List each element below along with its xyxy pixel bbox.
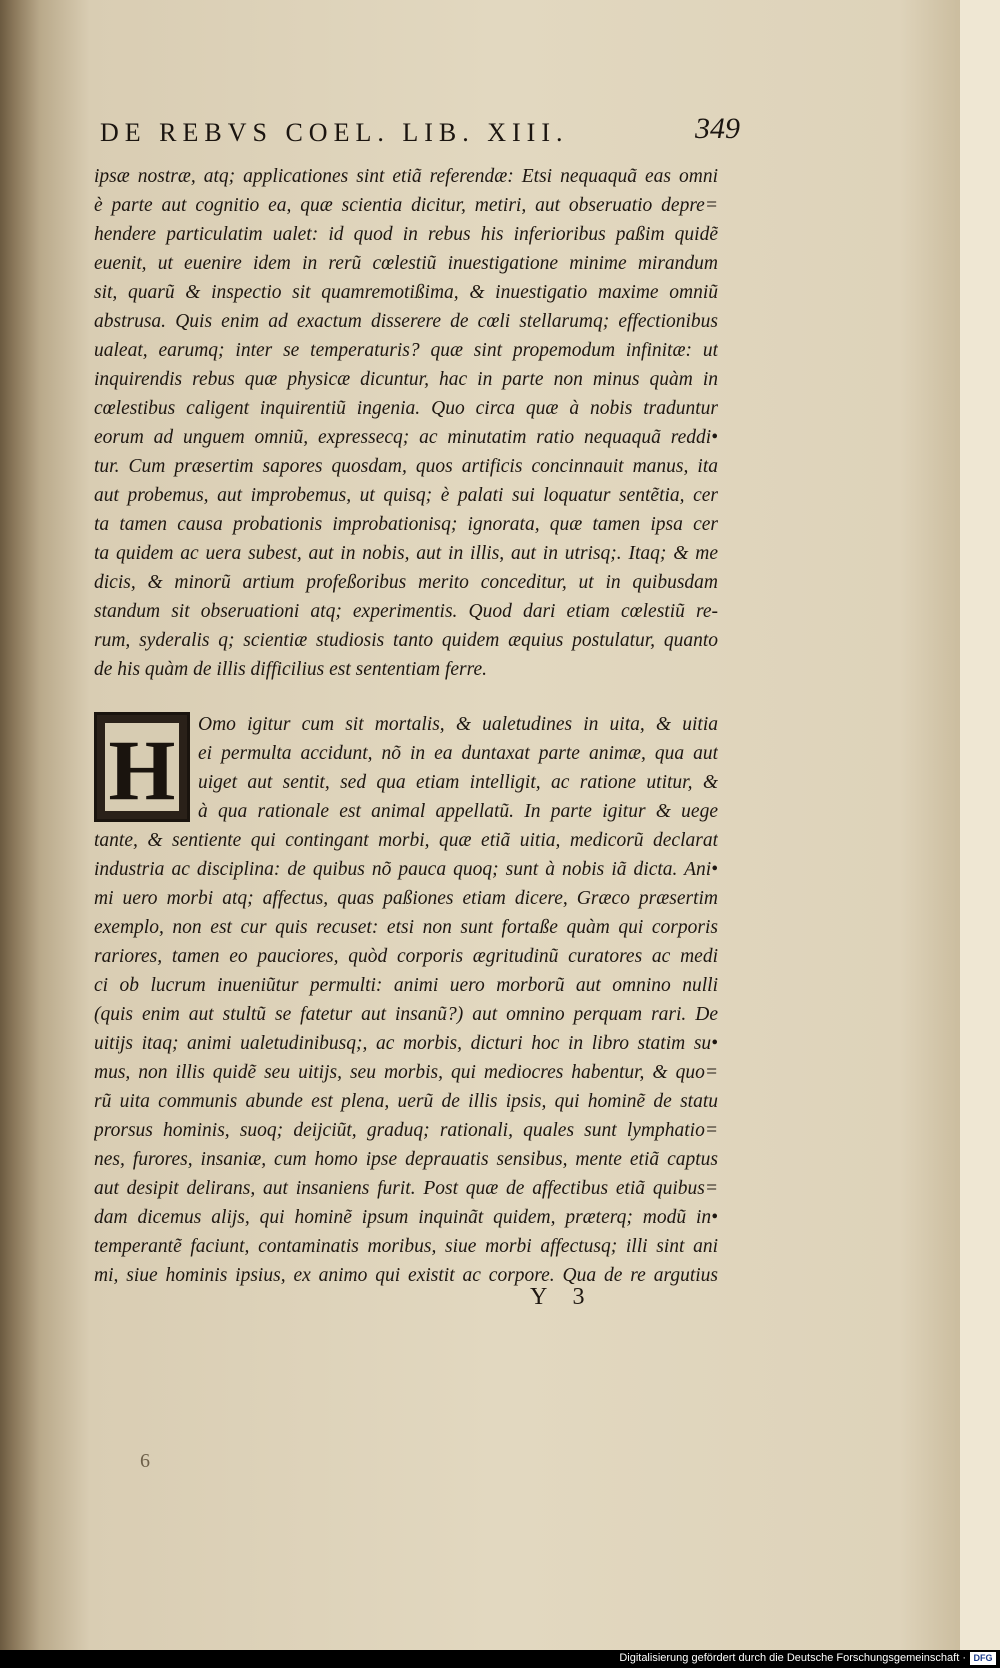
text-line: dam dicemus alijs, qui hominẽ ipsum inquinãt quidem, præterq; modũ in• bbox=[94, 1207, 718, 1228]
text-line: ipsæ nostræ, atq; applicationes sint etiã referendæ: Etsi nequaquã eas omni bbox=[94, 166, 718, 187]
text-line: rariores, tamen eo pauciores, quòd corporis ægritudinũ curatores ac medi bbox=[94, 946, 718, 967]
digitization-credit: Digitalisierung gefördert durch die Deutsche Forschungsgemeinschaft · bbox=[619, 1652, 966, 1664]
paragraph-1 bbox=[94, 162, 718, 684]
text-line: è parte aut cognitio ea, quæ scientia dicitur, metiri, aut obseruatio depre= bbox=[94, 195, 718, 216]
text-line: nes, furores, insaniæ, cum homo ipse deprauatis sensibus, mente etiã captus bbox=[94, 1149, 718, 1170]
text-line: ualeat, earumq; inter se temperaturis? quæ sint propemodum infinitæ: ut bbox=[94, 340, 718, 361]
text-line: de his quàm de illis difficilius est sententiam ferre. bbox=[94, 659, 488, 680]
text-line: uitijs itaq; animi ualetudinibusq;, ac morbis, dicturi hoc in libro statim su• bbox=[94, 1033, 718, 1054]
dfg-logo: DFG bbox=[970, 1652, 996, 1665]
text-line: tante, & sentiente qui contingant morbi, quæ etiã uitia, medicorũ declarat bbox=[94, 830, 718, 851]
margin-mark: 6 bbox=[140, 1450, 150, 1472]
text-line: uiget aut sentit, sed qua etiam intelligit, ac ratione utitur, & bbox=[198, 772, 718, 793]
signature-mark: Y 3 bbox=[530, 1284, 595, 1310]
text-line: sit, quarũ & inspectio sit quamremotißima, & inuestigatio maxime omniũ bbox=[94, 282, 718, 303]
text-line: industria ac disciplina: de quibus nõ pauca quoq; sunt à nobis iã dicta. Ani• bbox=[94, 859, 718, 880]
page-edge bbox=[960, 0, 1000, 1650]
text-line: hendere particulatim ualet: id quod in rebus his inferioribus paßim quidẽ bbox=[94, 224, 718, 245]
text-line: (quis enim aut stultũ se fatetur aut insanũ?) aut omnino perquam rari. De bbox=[94, 1004, 718, 1025]
paragraph-2 bbox=[94, 710, 718, 1290]
text-line: exemplo, non est cur quis recuset: etsi non sunt fortaße quàm qui corporis bbox=[94, 917, 718, 938]
text-line: mi, siue hominis ipsius, ex animo qui existit ac corpore. Qua de re argutius bbox=[94, 1265, 718, 1286]
text-line: abstrusa. Quis enim ad exactum disserere de cœli stellarumq; effectionibus bbox=[94, 311, 718, 332]
running-title: DE REBVS COEL. LIB. XIII. bbox=[100, 118, 569, 147]
text-line: Omo igitur cum sit mortalis, & ualetudines in uita, & uitia bbox=[198, 714, 718, 735]
text-line: ta quidem ac uera subest, aut in nobis, aut in illis, aut in utrisq;. Itaq; & me bbox=[94, 543, 718, 564]
text-line: rum, syderalis q; scientiæ studiosis tanto quidem æquius postulatur, quanto bbox=[94, 630, 718, 651]
text-line: aut desipit delirans, aut insaniens furit. Post quæ de affectibus etiã quibus= bbox=[94, 1178, 718, 1199]
text-line: euenit, ut euenire idem in rerũ cœlestiũ inuestigatione minime mirandum bbox=[94, 253, 718, 274]
text-line: à qua rationale est animal appellatũ. In parte igitur & uege bbox=[198, 801, 718, 822]
text-line: prorsus hominis, suoq; deijciũt, graduq; rationali, quales sunt lymphatio= bbox=[94, 1120, 718, 1141]
text-line: mi uero morbi atq; affectus, quas paßiones etiam dicere, Græco præsertim bbox=[94, 888, 718, 909]
text-line: mus, non illis quidẽ seu uitijs, seu morbis, qui mediocres habentur, & quo= bbox=[94, 1062, 718, 1083]
text-line: cœlestibus caligent inquirentiũ ingenia. Quo circa quæ à nobis traduntur bbox=[94, 398, 718, 419]
text-line: eorum ad unguem omniũ, expressecq; ac minutatim ratio nequaquã reddi• bbox=[94, 427, 718, 448]
text-line: ta tamen causa probationis improbationisq; ignorata, quæ tamen ipsa cer bbox=[94, 514, 718, 535]
text-line: temperantẽ faciunt, contaminatis moribus, siue morbi affectusq; illi sint ani bbox=[94, 1236, 718, 1257]
text-line: standum sit obseruationi atq; experimentis. Quod dari etiam cœlestiũ re- bbox=[94, 601, 718, 622]
text-line: ci ob lucrum inueniũtur permulti: animi uero morborũ aut omnino nulli bbox=[94, 975, 718, 996]
text-line: dicis, & minorũ artium profeßoribus merito conceditur, ut in quibusdam bbox=[94, 572, 718, 593]
initial-letter: H bbox=[108, 722, 176, 818]
text-line: ei permulta accidunt, nõ in ea duntaxat parte animæ, qua aut bbox=[198, 743, 718, 764]
text-line: inquirendis rebus quæ physicæ dicuntur, hac in parte non minus quàm in bbox=[94, 369, 718, 390]
page-header bbox=[100, 112, 740, 154]
page-number: 349 bbox=[695, 112, 740, 145]
text-line: aut probemus, aut improbemus, ut quisq; è palati sui loquatur sentẽtia, cer bbox=[94, 485, 718, 506]
text-line: tur. Cum præsertim sapores quosdam, quos artificis concinnauit manus, ita bbox=[94, 456, 718, 477]
text-line: rũ uita communis abunde est plena, uerũ de illis ipsis, qui hominẽ de statu bbox=[94, 1091, 718, 1112]
